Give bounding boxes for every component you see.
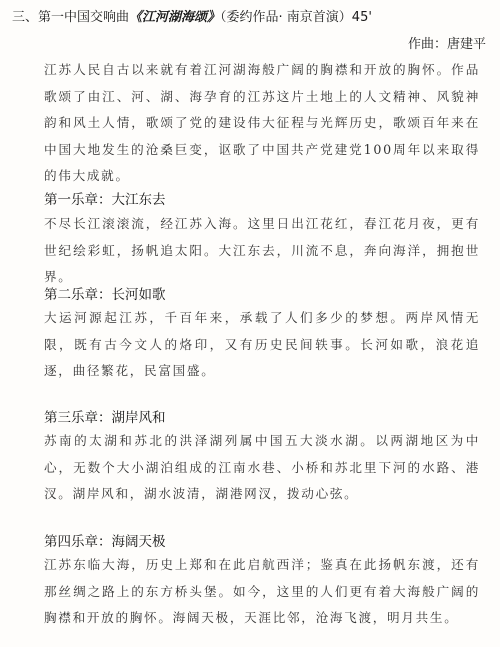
movement-3-title: 第三乐章：湖岸风和 xyxy=(44,410,166,426)
piece-title: 《江河湖海颂》 xyxy=(129,10,221,25)
movement-1-text: 不尽长江滚滚流，经江苏入海。这里日出江花红，春江花月夜，更有世纪绘彩虹，扬帆追太阳。大江东去，川流不息，奔向海洋，拥抱世界。 xyxy=(44,216,480,285)
piece-heading xyxy=(12,6,372,25)
movement-2-text: 大运河源起江苏，千百年来，承载了人们多少的梦想。两岸风情无限，既有古今文人的烙印，又有历史民间轶事。长河如歌，浪花追逐，曲径繁花，民富国盛。 xyxy=(44,310,480,379)
heading-prefix: 三、第一中国交响曲 xyxy=(12,10,130,25)
movement-2-title: 第二乐章：长河如歌 xyxy=(44,287,166,303)
movement-1-title: 第一乐章：大江东去 xyxy=(44,192,166,208)
movement-4-text: 江苏东临大海，历史上郑和在此启航西洋；鉴真在此扬帆东渡，还有那丝绸之路上的东方桥头堡。如今，这里的人们更有着大海般广阔的胸襟和开放的胸怀。海阔天极，天涯比邻，沧海飞渡，明月共生。 xyxy=(44,557,480,626)
intro-paragraph: 江苏人民自古以来就有着江河湖海般广阔的胸襟和开放的胸怀。作品歌颂了由江、河、湖、海孕育的江苏这片土地上的人文精神、风貌神韵和风土人情，歌颂了党的建设伟大征程与光辉历史，歌颂百年来在中国大地发生的沧桑巨变，讴歌了中国共产党建党100周年以来取得的伟大成就。 xyxy=(44,62,480,184)
movement-4-title: 第四乐章：海阔天极 xyxy=(44,534,166,550)
heading-suffix: （委约作品· 南京首演）45' xyxy=(220,10,372,25)
movement-3-text: 苏南的太湖和苏北的洪泽湖列属中国五大淡水湖。以两湖地区为中心，无数个大小湖泊组成的江南水巷、小桥和苏北里下河的水路、港汊。湖岸风和，湖水波清，湖港网汊，拨动心弦。 xyxy=(44,433,480,502)
composer-credit: 作曲：唐建平 xyxy=(407,37,486,52)
